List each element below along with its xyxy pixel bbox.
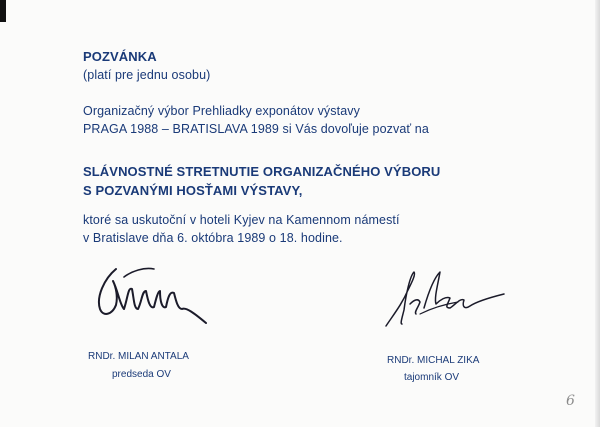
event-title-line-2: S POZVANÝMI HOSŤAMI VÝSTAVY,: [83, 183, 303, 198]
signatory-name-2: RNDr. MICHAL ZIKA: [387, 355, 480, 366]
intro-line-1: Organizačný výbor Prehliadky exponátov výstavy: [83, 104, 360, 118]
invitation-heading: POZVÁNKA: [83, 49, 157, 64]
signatory-name-1: RNDr. MILAN ANTALA: [88, 351, 189, 362]
intro-line-2: PRAGA 1988 – BRATISLAVA 1989 si Vás dovoľuje pozvať na: [83, 122, 429, 136]
signatory-role-2: tajomník OV: [404, 372, 460, 383]
event-title-line-1: SLÁVNOSTNÉ STRETNUTIE ORGANIZAČNÉHO VÝBORU: [83, 164, 441, 179]
scan-corner-mark: [0, 0, 6, 22]
signatory-role-1: predseda OV: [112, 369, 171, 380]
detail-line-2: v Bratislave dňa 6. októbra 1989 o 18. hodine.: [83, 231, 343, 245]
signature-right: [380, 264, 510, 334]
pencil-margin-note: 6: [566, 393, 575, 409]
detail-line-1: ktoré sa uskutoční v hoteli Kyjev na Kamennom námestí: [83, 213, 400, 227]
invitation-subheading: (platí pre jednu osobu): [83, 68, 211, 82]
signature-left: [94, 257, 214, 337]
scan-edge-shadow: [595, 0, 600, 427]
